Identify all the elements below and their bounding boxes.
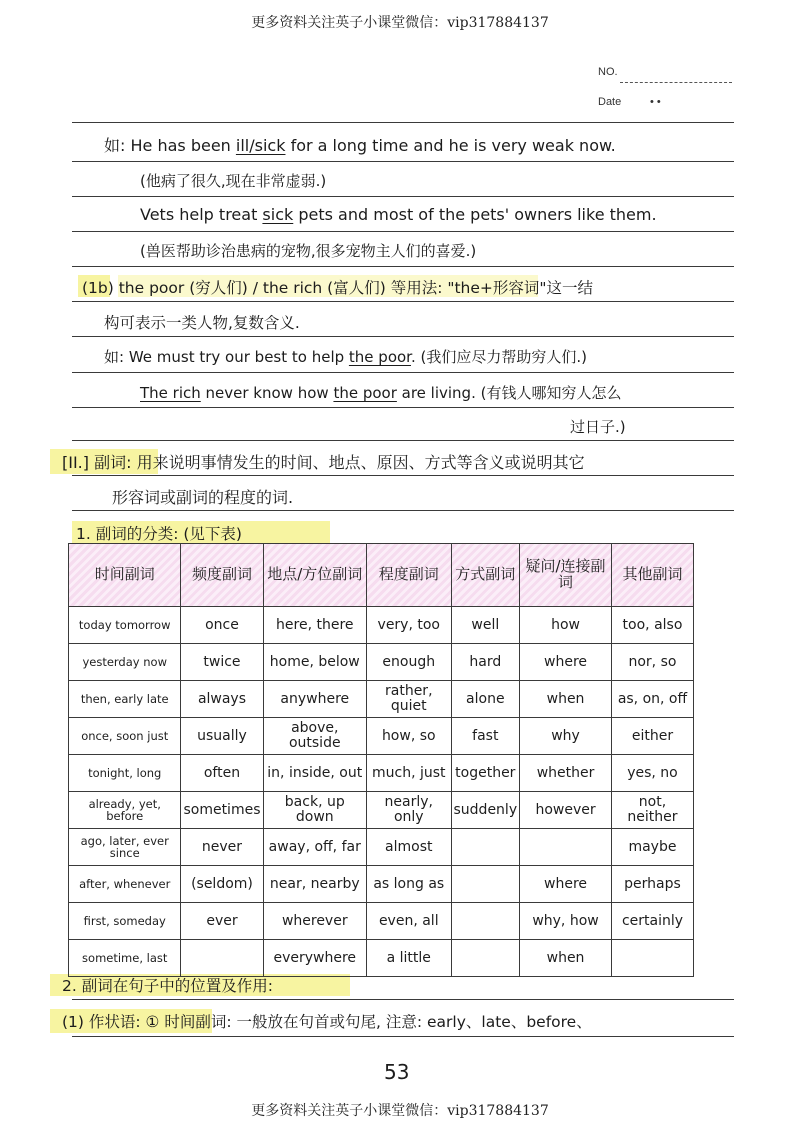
- ruled-line: [72, 336, 734, 337]
- table-cell: much, just: [367, 755, 451, 792]
- ruled-line: [72, 266, 734, 267]
- section-adverb-heading-cont: 形容词或副词的程度的词.: [112, 488, 294, 507]
- table-cell: not, neither: [611, 792, 693, 829]
- table-row: [69, 681, 694, 718]
- example-translation-1: (他病了很久,现在非常虚弱.): [140, 172, 327, 190]
- table-cell: twice: [181, 644, 263, 681]
- example-line-3: 如: We must try our best to help the poor. (我们应尽力帮助穷人们.): [104, 348, 587, 366]
- header-cell: 其他副词: [611, 544, 693, 607]
- table-cell: when: [520, 940, 612, 977]
- ruled-line: [72, 196, 734, 197]
- table-cell: why, how: [520, 903, 612, 940]
- table-cell: hard: [451, 644, 520, 681]
- footer-banner: 更多资料关注英子小课堂微信：vip317884137: [251, 1103, 549, 1119]
- header-banner: 更多资料关注英子小课堂微信：vip317884137: [251, 15, 549, 31]
- table-cell: how: [520, 607, 612, 644]
- table-row: [69, 644, 694, 681]
- table-cell: here, there: [263, 607, 367, 644]
- table-cell: fast: [451, 718, 520, 755]
- header-cell: 疑问/连接副词: [520, 544, 612, 607]
- table-cell: once, soon just: [69, 718, 181, 755]
- table-cell: enough: [367, 644, 451, 681]
- table-row: [69, 940, 694, 977]
- rule-the-poor: (1b) the poor (穷人们) / the rich (富人们) 等用法: "the+形容词"这一结: [82, 279, 594, 297]
- table-cell: nor, so: [611, 644, 693, 681]
- example-line-4: The rich never know how the poor are living. (有钱人哪知穷人怎么: [140, 384, 622, 402]
- table-cell: certainly: [611, 903, 693, 940]
- table-cell: well: [451, 607, 520, 644]
- table-cell: always: [181, 681, 263, 718]
- table-cell: once: [181, 607, 263, 644]
- table-cell: yes, no: [611, 755, 693, 792]
- table-row: [69, 718, 694, 755]
- table-cell: today tomorrow: [69, 607, 181, 644]
- table-cell: how, so: [367, 718, 451, 755]
- table-cell: a little: [367, 940, 451, 977]
- table-cell: anywhere: [263, 681, 367, 718]
- table-cell: near, nearby: [263, 866, 367, 903]
- subsection-adverbial: (1) 作状语: ① 时间副词: 一般放在句首或句尾, 注意: early、late、before、: [62, 1013, 592, 1031]
- header-cell: 方式副词: [451, 544, 520, 607]
- example-line-4-cont: 过日子.): [570, 418, 626, 436]
- date-dots: • •: [650, 96, 661, 108]
- table-cell: back, up down: [263, 792, 367, 829]
- table-cell: together: [451, 755, 520, 792]
- page-number: 53: [384, 1060, 410, 1084]
- no-line: [620, 82, 732, 83]
- table-row: [69, 755, 694, 792]
- ruled-line: [72, 122, 734, 123]
- no-label: NO.: [598, 66, 618, 78]
- table-cell: already, yet, before: [69, 792, 181, 829]
- example-line-1: 如: He has been ill/sick for a long time and he is very weak now.: [104, 136, 616, 155]
- table-cell: [451, 940, 520, 977]
- table-cell: ago, later, ever since: [69, 829, 181, 866]
- table-cell: then, early late: [69, 681, 181, 718]
- ruled-line: [72, 999, 734, 1000]
- table-cell: [451, 903, 520, 940]
- table-row: [69, 866, 694, 903]
- adverb-table: [68, 543, 694, 977]
- ruled-line: [72, 1036, 734, 1037]
- table-row: [69, 607, 694, 644]
- ruled-line: [72, 372, 734, 373]
- header-cell: 程度副词: [367, 544, 451, 607]
- table-cell: sometimes: [181, 792, 263, 829]
- table-cell: home, below: [263, 644, 367, 681]
- table-cell: sometime, last: [69, 940, 181, 977]
- table-cell: often: [181, 755, 263, 792]
- table-cell: never: [181, 829, 263, 866]
- table-cell: first, someday: [69, 903, 181, 940]
- table-cell: [451, 866, 520, 903]
- table-cell: [451, 829, 520, 866]
- table-cell: after, whenever: [69, 866, 181, 903]
- table-cell: suddenly: [451, 792, 520, 829]
- table-cell: (seldom): [181, 866, 263, 903]
- subsection-classification: 1. 副词的分类: (见下表): [76, 525, 242, 543]
- table-cell: either: [611, 718, 693, 755]
- ruled-line: [72, 440, 734, 441]
- table-cell: when: [520, 681, 612, 718]
- table-cell: yesterday now: [69, 644, 181, 681]
- table-cell: in, inside, out: [263, 755, 367, 792]
- table-cell: [611, 940, 693, 977]
- table-cell: alone: [451, 681, 520, 718]
- ruled-line: [72, 161, 734, 162]
- header-cell: 时间副词: [69, 544, 181, 607]
- example-translation-2: (兽医帮助诊治患病的宠物,很多宠物主人们的喜爱.): [140, 242, 477, 260]
- table-cell: rather, quiet: [367, 681, 451, 718]
- table-cell: where: [520, 866, 612, 903]
- table-cell: perhaps: [611, 866, 693, 903]
- example-line-2: Vets help treat sick pets and most of the pets' owners like them.: [140, 205, 657, 224]
- header-cell: 频度副词: [181, 544, 263, 607]
- table-cell: however: [520, 792, 612, 829]
- ruled-line: [72, 510, 734, 511]
- table-cell: why: [520, 718, 612, 755]
- table-cell: maybe: [611, 829, 693, 866]
- date-label: Date: [598, 96, 622, 108]
- table-cell: almost: [367, 829, 451, 866]
- table-cell: too, also: [611, 607, 693, 644]
- table-cell: tonight, long: [69, 755, 181, 792]
- header-cell: 地点/方位副词: [263, 544, 367, 607]
- table-cell: whether: [520, 755, 612, 792]
- table-cell: as, on, off: [611, 681, 693, 718]
- ruled-line: [72, 475, 734, 476]
- ruled-line: [72, 407, 734, 408]
- table-row: [69, 829, 694, 866]
- ruled-line: [72, 301, 734, 302]
- table-cell: usually: [181, 718, 263, 755]
- table-cell: [181, 940, 263, 977]
- table-cell: everywhere: [263, 940, 367, 977]
- table-cell: as long as: [367, 866, 451, 903]
- subsection-position: 2. 副词在句子中的位置及作用:: [62, 977, 273, 995]
- table-cell: away, off, far: [263, 829, 367, 866]
- table-cell: nearly, only: [367, 792, 451, 829]
- table-cell: where: [520, 644, 612, 681]
- rule-the-poor-cont: 构可表示一类人物,复数含义.: [104, 314, 300, 332]
- table-cell: wherever: [263, 903, 367, 940]
- table-cell: very, too: [367, 607, 451, 644]
- table-cell: [520, 829, 612, 866]
- section-adverb-heading: [II.] 副词: 用来说明事情发生的时间、地点、原因、方式等含义或说明其它: [62, 453, 585, 472]
- table-row: [69, 792, 694, 829]
- table-cell: above, outside: [263, 718, 367, 755]
- table-row: [69, 903, 694, 940]
- table-cell: ever: [181, 903, 263, 940]
- ruled-line: [72, 231, 734, 232]
- table-cell: even, all: [367, 903, 451, 940]
- table-header-row: [69, 544, 694, 607]
